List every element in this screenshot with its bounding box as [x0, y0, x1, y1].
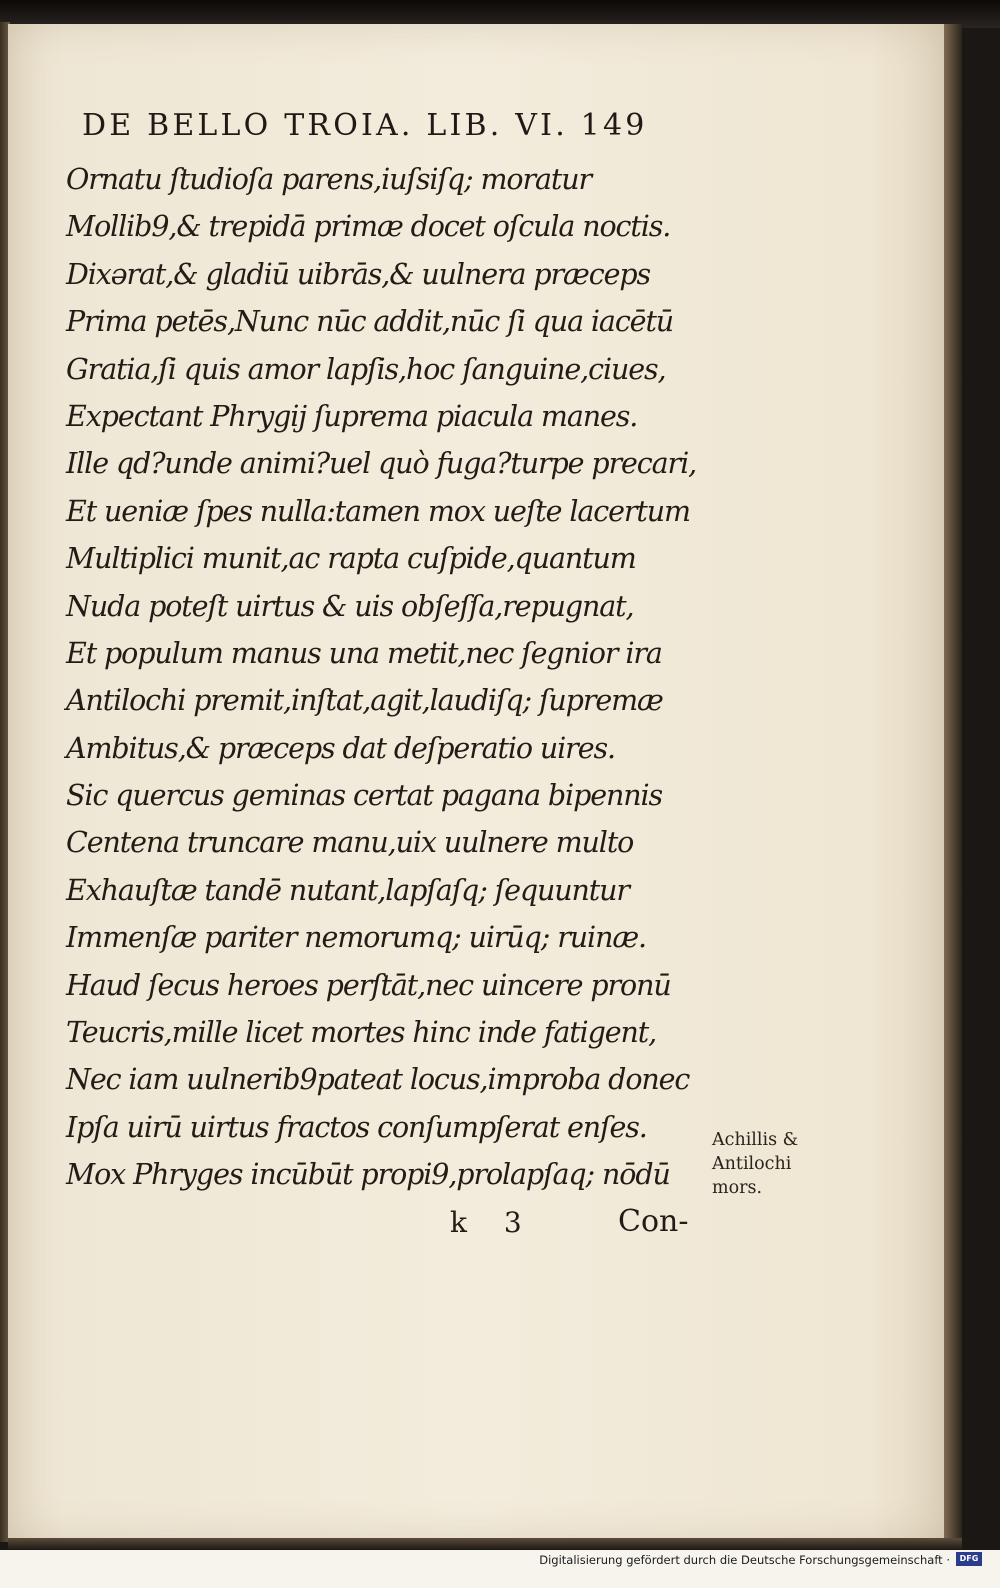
verse-line: Gratia,ſi quis amor lapſis,hoc ſanguine,ciues,	[66, 352, 666, 386]
verse-line: Expectant Phrygij ſuprema piacula manes.	[66, 399, 638, 433]
verse-text	[66, 156, 706, 1199]
footer-credit: Digitalisierung gefördert durch die Deutsche Forschungsgemeinschaft ·	[539, 1553, 950, 1567]
marginal-note-line: mors.	[712, 1178, 763, 1198]
verse-line: Centena truncare manu,uix uulnere multo	[66, 826, 634, 860]
signature-mark: k 3	[450, 1206, 536, 1239]
verse-line: Haud ſecus heroes perſtāt,nec uincere pronū	[66, 968, 671, 1002]
verse-line: Ille qd?unde animi?uel quò fuga?turpe precari,	[66, 447, 697, 481]
verse-line: Multiplici munit,ac rapta cuſpide,quantum	[66, 542, 636, 576]
verse-line: Ipſa uirū uirtus fractos conſumpſerat enſes.	[66, 1110, 647, 1144]
catchword: Con-	[618, 1204, 689, 1239]
page-right-edge	[944, 24, 962, 1542]
verse-line: Teucris,mille licet mortes hinc inde fatigent,	[66, 1016, 657, 1050]
verse-line: Exhauſtæ tandē nutant,lapſaſq; ſequuntur	[66, 873, 629, 907]
verse-line: Antilochi premit,inſtat,agit,laudiſq; ſupremæ	[66, 684, 663, 718]
verse-line: Et ueniæ ſpes nulla:tamen mox ueſte lacertum	[66, 494, 690, 528]
running-head: DE BELLO TROIA. LIB. VI. 149	[82, 108, 648, 143]
verse-line: Prima petēs,Nunc nūc addit,nūc ſi qua iacētū	[66, 305, 674, 339]
verse-line: Ornatu ſtudioſa parens,iuſsiſq; moratur	[66, 163, 591, 196]
verse-line: Mox Phryges incūbūt propi9,prolapſaq; nōdū	[66, 1158, 670, 1192]
verse-line: Nec iam uulnerib9pateat locus,improba donec	[66, 1063, 690, 1097]
verse-line: Dixərat,& gladiū uibrās,& uulnera præceps	[66, 257, 651, 291]
marginal-note	[712, 1128, 842, 1200]
marginal-note-line: Antilochi	[712, 1154, 792, 1174]
verse-line: Sic quercus geminas certat pagana bipennis	[66, 779, 663, 813]
marginal-note-line: Achillis &	[712, 1130, 799, 1150]
verse-line: Mollib9,& trepidā primæ docet oſcula noctis.	[66, 210, 671, 244]
verse-line: Et populum manus una metit,nec ſegnior ira	[66, 636, 662, 670]
verse-line: Ambitus,& præceps dat deſperatio uires.	[66, 731, 615, 765]
verse-line: Immenſæ pariter nemorumq; uirūq; ruinæ.	[66, 921, 646, 955]
dfg-logo-icon: DFG	[956, 1552, 982, 1566]
page-bottom-edge	[8, 1538, 962, 1550]
verse-line: Nuda poteſt uirtus & uis obſeſſa,repugnat,	[66, 589, 634, 623]
